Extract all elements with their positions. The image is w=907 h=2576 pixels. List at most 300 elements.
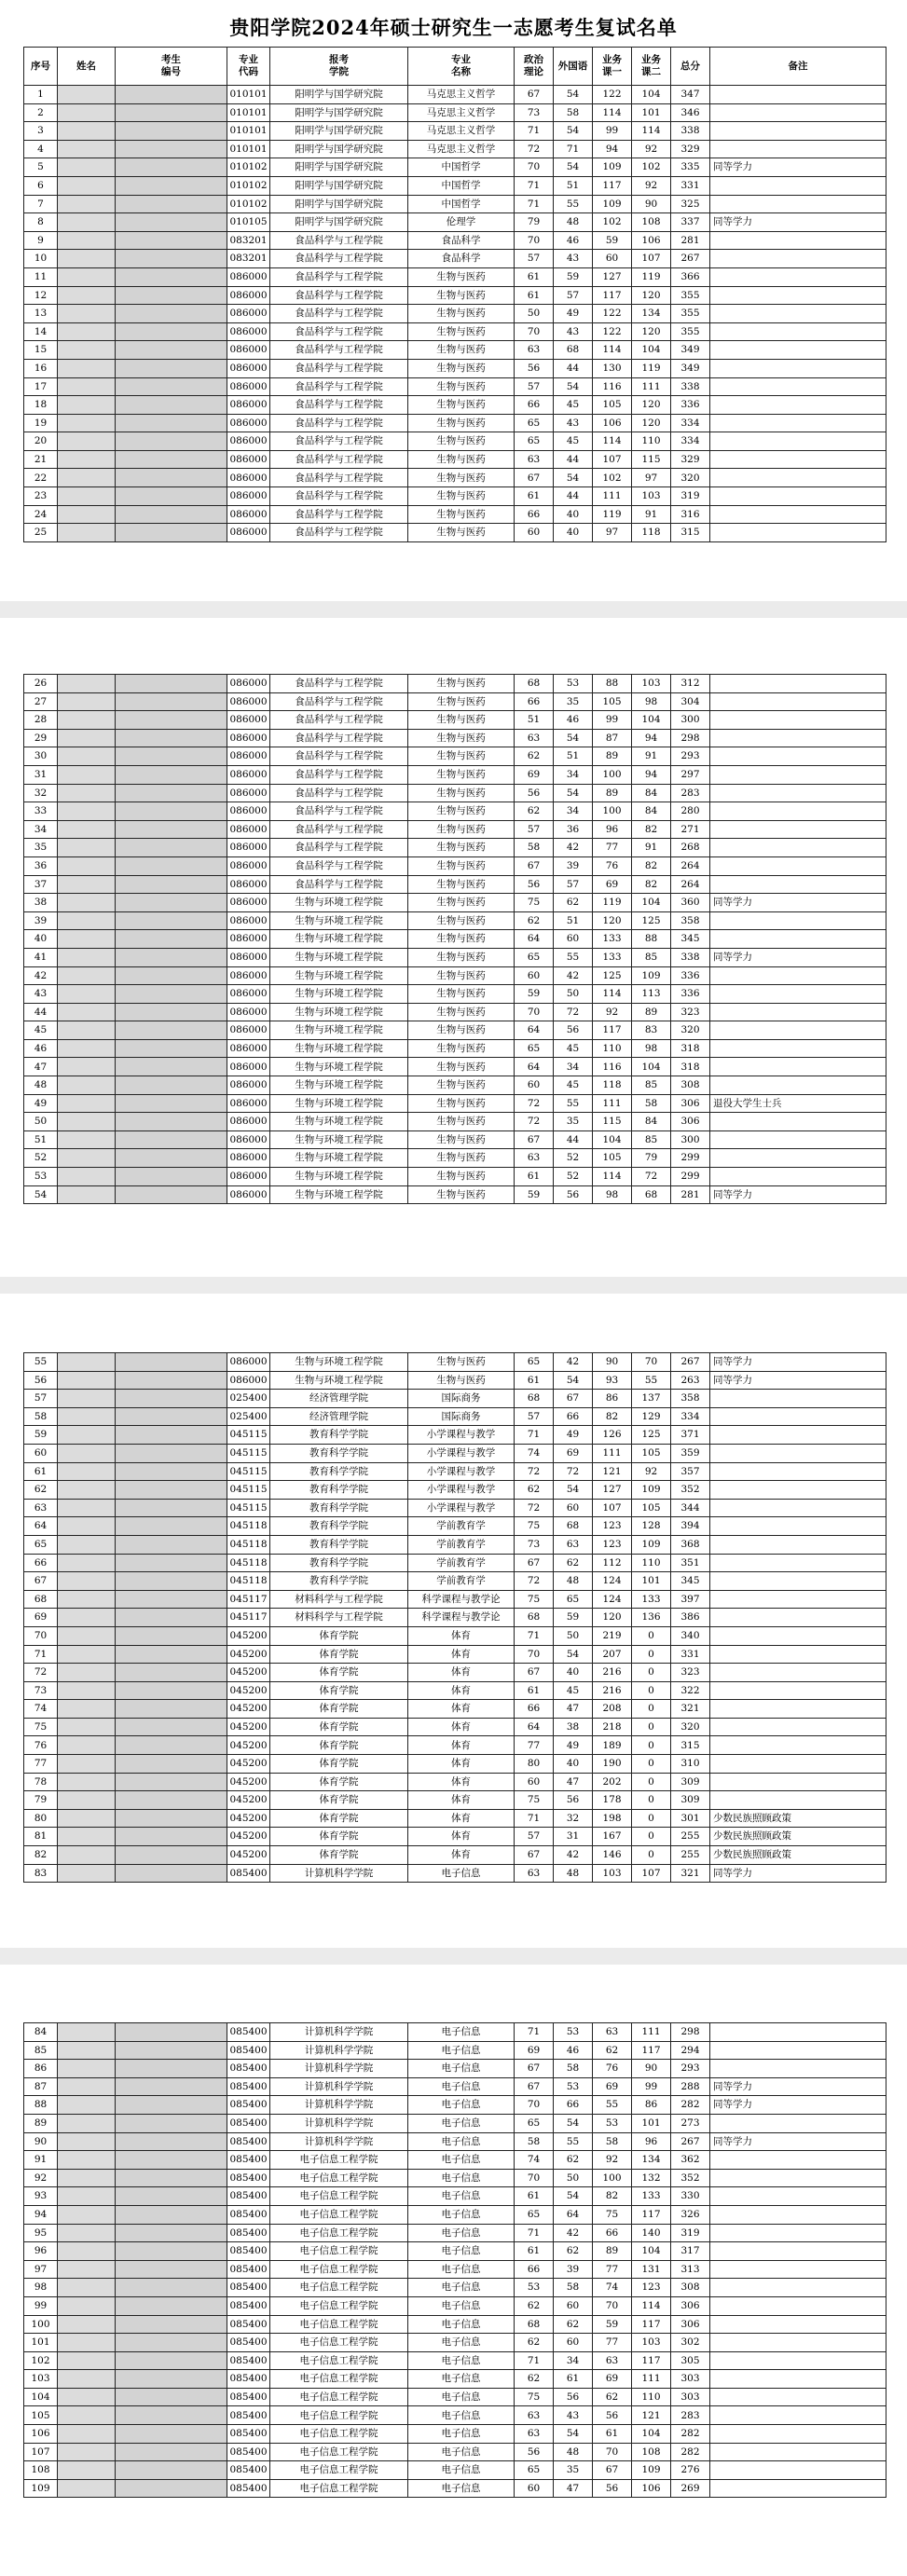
cell-name (58, 2388, 116, 2406)
cell-name (58, 231, 116, 250)
cell-index: 50 (24, 1113, 58, 1131)
cell-remark (710, 1390, 886, 1408)
cell-candidate-id (116, 2187, 227, 2206)
cell-total: 299 (671, 1149, 710, 1168)
cell-college: 生物与环境工程学院 (270, 1021, 408, 1040)
cell-candidate-id (116, 692, 227, 711)
cell-politics: 66 (515, 505, 554, 524)
table-row (24, 985, 886, 1004)
cell-major: 生物与医药 (408, 692, 515, 711)
cell-remark (710, 2060, 886, 2078)
cell-college: 食品科学与工程学院 (270, 414, 408, 432)
cell-foreign-language: 72 (554, 1003, 593, 1021)
cell-major: 电子信息 (408, 2096, 515, 2115)
cell-total: 299 (671, 1168, 710, 1186)
table-row (24, 1572, 886, 1591)
cell-politics: 72 (515, 1113, 554, 1131)
cell-foreign-language: 43 (554, 250, 593, 268)
cell-college: 电子信息工程学院 (270, 2351, 408, 2370)
cell-subject-1: 130 (593, 359, 632, 377)
cell-total: 340 (671, 1626, 710, 1645)
cell-subject-1: 67 (593, 2461, 632, 2480)
cell-total: 397 (671, 1590, 710, 1609)
cell-index: 30 (24, 747, 58, 766)
cell-politics: 57 (515, 1407, 554, 1426)
cell-major: 中国哲学 (408, 158, 515, 177)
cell-subject-1: 59 (593, 2315, 632, 2334)
table-row (24, 2425, 886, 2444)
table-row (24, 711, 886, 730)
cell-foreign-language: 68 (554, 1517, 593, 1536)
cell-major-code: 085400 (227, 2334, 270, 2352)
cell-total: 268 (671, 839, 710, 857)
cell-college: 食品科学与工程学院 (270, 359, 408, 377)
table-row (24, 2077, 886, 2096)
cell-total: 309 (671, 1773, 710, 1791)
cell-college: 材料科学与工程学院 (270, 1609, 408, 1627)
cell-major-code: 025400 (227, 1390, 270, 1408)
cell-foreign-language: 63 (554, 1535, 593, 1554)
cell-subject-1: 116 (593, 377, 632, 396)
cell-major-code: 045200 (227, 1626, 270, 1645)
page-title: 贵阳学院2024年硕士研究生一志愿考生复试名单 (229, 16, 678, 39)
cell-index: 76 (24, 1736, 58, 1755)
table-row (24, 1700, 886, 1719)
cell-politics: 68 (515, 1390, 554, 1408)
cell-politics: 70 (515, 2169, 554, 2187)
cell-foreign-language: 31 (554, 1828, 593, 1846)
cell-foreign-language: 40 (554, 1755, 593, 1774)
cell-candidate-id (116, 2296, 227, 2315)
cell-major-code: 045200 (227, 1645, 270, 1664)
cell-candidate-id (116, 1664, 227, 1682)
cell-candidate-id (116, 1426, 227, 1445)
cell-subject-1: 70 (593, 2296, 632, 2315)
cell-total: 325 (671, 195, 710, 213)
cell-subject-1: 90 (593, 1353, 632, 1372)
cell-remark (710, 487, 886, 506)
page-break (0, 1277, 907, 1294)
cell-college: 生物与环境工程学院 (270, 911, 408, 930)
cell-index: 69 (24, 1609, 58, 1627)
cell-major: 科学课程与教学论 (408, 1590, 515, 1609)
cell-total: 302 (671, 2334, 710, 2352)
cell-major: 生物与医药 (408, 856, 515, 875)
cell-foreign-language: 62 (554, 2242, 593, 2261)
cell-college: 电子信息工程学院 (270, 2296, 408, 2315)
cell-remark (710, 765, 886, 784)
cell-candidate-id (116, 414, 227, 432)
cell-subject-1: 92 (593, 2151, 632, 2170)
cell-foreign-language: 56 (554, 2388, 593, 2406)
cell-candidate-id (116, 505, 227, 524)
cell-index: 77 (24, 1755, 58, 1774)
cell-politics: 64 (515, 1058, 554, 1076)
cell-candidate-id (116, 469, 227, 487)
cell-name (58, 213, 116, 232)
cell-major-code: 085400 (227, 2205, 270, 2224)
cell-subject-1: 115 (593, 1113, 632, 1131)
cell-total: 306 (671, 1113, 710, 1131)
cell-major-code: 086000 (227, 414, 270, 432)
cell-college: 食品科学与工程学院 (270, 487, 408, 506)
cell-subject-2: 113 (632, 985, 671, 1004)
cell-subject-1: 216 (593, 1664, 632, 1682)
cell-college: 计算机科学学院 (270, 2023, 408, 2042)
table-row (24, 1353, 886, 1372)
cell-politics: 65 (515, 414, 554, 432)
cell-remark (710, 1535, 886, 1554)
cell-foreign-language: 69 (554, 1444, 593, 1462)
cell-index: 42 (24, 966, 58, 985)
cell-major-code: 086000 (227, 784, 270, 802)
cell-subject-2: 106 (632, 231, 671, 250)
cell-index: 31 (24, 765, 58, 784)
cell-candidate-id (116, 802, 227, 821)
cell-total: 358 (671, 911, 710, 930)
cell-subject-1: 198 (593, 1809, 632, 1828)
cell-major: 生物与医药 (408, 839, 515, 857)
cell-total: 298 (671, 729, 710, 747)
table-row (24, 1481, 886, 1500)
cell-subject-1: 99 (593, 122, 632, 141)
cell-candidate-id (116, 1572, 227, 1591)
cell-politics: 79 (515, 213, 554, 232)
cell-index: 82 (24, 1846, 58, 1865)
cell-subject-2: 82 (632, 875, 671, 894)
cell-major: 体育 (408, 1681, 515, 1700)
cell-politics: 68 (515, 2315, 554, 2334)
table-row (24, 2187, 886, 2206)
cell-major-code: 086000 (227, 911, 270, 930)
cell-subject-2: 96 (632, 2132, 671, 2151)
cell-remark (710, 377, 886, 396)
cell-index: 17 (24, 377, 58, 396)
cell-name (58, 2425, 116, 2444)
cell-candidate-id (116, 1626, 227, 1645)
cell-politics: 72 (515, 1572, 554, 1591)
cell-foreign-language: 71 (554, 140, 593, 158)
cell-major: 学前教育学 (408, 1535, 515, 1554)
cell-foreign-language: 53 (554, 2077, 593, 2096)
cell-politics: 62 (515, 2334, 554, 2352)
cell-college: 生物与环境工程学院 (270, 1076, 408, 1095)
cell-major: 小学课程与教学 (408, 1499, 515, 1517)
cell-politics: 66 (515, 396, 554, 415)
cell-major: 学前教育学 (408, 1554, 515, 1572)
cell-foreign-language: 39 (554, 2260, 593, 2279)
table-row (24, 1058, 886, 1076)
cell-remark (710, 1664, 886, 1682)
cell-total: 366 (671, 267, 710, 286)
cell-foreign-language: 66 (554, 1407, 593, 1426)
cell-total: 300 (671, 711, 710, 730)
cell-total: 288 (671, 2077, 710, 2096)
cell-subject-1: 92 (593, 1003, 632, 1021)
cell-politics: 61 (515, 267, 554, 286)
cell-index: 60 (24, 1444, 58, 1462)
cell-index: 37 (24, 875, 58, 894)
cell-index: 59 (24, 1426, 58, 1445)
cell-index: 91 (24, 2151, 58, 2170)
cell-subject-2: 92 (632, 1462, 671, 1481)
cell-foreign-language: 35 (554, 692, 593, 711)
cell-index: 58 (24, 1407, 58, 1426)
cell-major: 生物与医药 (408, 1003, 515, 1021)
cell-remark: 同等学力 (710, 894, 886, 912)
cell-major: 电子信息 (408, 2114, 515, 2132)
cell-index: 7 (24, 195, 58, 213)
cell-college: 电子信息工程学院 (270, 2388, 408, 2406)
cell-major: 马克思主义哲学 (408, 86, 515, 104)
cell-college: 阳明学与国学研究院 (270, 122, 408, 141)
cell-major-code: 010101 (227, 122, 270, 141)
cell-major-code: 045200 (227, 1791, 270, 1810)
cell-total: 312 (671, 675, 710, 693)
cell-major: 电子信息 (408, 1864, 515, 1883)
cell-subject-1: 89 (593, 2242, 632, 2261)
cell-remark (710, 675, 886, 693)
cell-total: 320 (671, 1718, 710, 1736)
cell-subject-2: 90 (632, 2060, 671, 2078)
cell-politics: 75 (515, 1590, 554, 1609)
cell-major-code: 086000 (227, 692, 270, 711)
cell-index: 4 (24, 140, 58, 158)
cell-index: 70 (24, 1626, 58, 1645)
cell-total: 321 (671, 1864, 710, 1883)
cell-name (58, 1076, 116, 1095)
cell-major-code: 085400 (227, 2132, 270, 2151)
cell-remark (710, 1590, 886, 1609)
cell-total: 329 (671, 450, 710, 469)
cell-remark: 同等学力 (710, 213, 886, 232)
cell-name (58, 1168, 116, 1186)
cell-remark (710, 2242, 886, 2261)
cell-candidate-id (116, 1185, 227, 1204)
cell-major: 体育 (408, 1718, 515, 1736)
cell-subject-1: 122 (593, 322, 632, 341)
cell-name (58, 1113, 116, 1131)
cell-subject-1: 120 (593, 911, 632, 930)
cell-total: 267 (671, 250, 710, 268)
cell-candidate-id (116, 2315, 227, 2334)
cell-college: 电子信息工程学院 (270, 2260, 408, 2279)
table-row (24, 2205, 886, 2224)
cell-index: 25 (24, 524, 58, 542)
cell-college: 教育科学学院 (270, 1517, 408, 1536)
cell-college: 食品科学与工程学院 (270, 875, 408, 894)
cell-index: 75 (24, 1718, 58, 1736)
cell-major-code: 086000 (227, 966, 270, 985)
cell-index: 106 (24, 2425, 58, 2444)
cell-subject-2: 104 (632, 2425, 671, 2444)
cell-major-code: 085400 (227, 2425, 270, 2444)
cell-college: 生物与环境工程学院 (270, 1168, 408, 1186)
cell-major: 体育 (408, 1828, 515, 1846)
cell-major: 体育 (408, 1773, 515, 1791)
cell-candidate-id (116, 894, 227, 912)
cell-politics: 70 (515, 1003, 554, 1021)
cell-major: 生物与医药 (408, 377, 515, 396)
table-row (24, 729, 886, 747)
cell-candidate-id (116, 1058, 227, 1076)
cell-name (58, 875, 116, 894)
cell-index: 11 (24, 267, 58, 286)
cell-candidate-id (116, 729, 227, 747)
cell-politics: 70 (515, 2096, 554, 2115)
cell-subject-2: 101 (632, 103, 671, 122)
cell-college: 食品科学与工程学院 (270, 524, 408, 542)
cell-index: 56 (24, 1371, 58, 1390)
cell-major-code: 085400 (227, 2151, 270, 2170)
cell-major-code: 086000 (227, 930, 270, 949)
cell-major-code: 086000 (227, 1168, 270, 1186)
cell-index: 9 (24, 231, 58, 250)
cell-major: 电子信息 (408, 2351, 515, 2370)
cell-candidate-id (116, 2224, 227, 2242)
cell-major: 生物与医药 (408, 747, 515, 766)
cell-major: 生物与医药 (408, 432, 515, 451)
cell-politics: 62 (515, 2296, 554, 2315)
cell-subject-2: 109 (632, 2461, 671, 2480)
cell-name (58, 140, 116, 158)
table-row (24, 2370, 886, 2389)
cell-college: 材料科学与工程学院 (270, 1590, 408, 1609)
cell-remark (710, 86, 886, 104)
cell-candidate-id (116, 450, 227, 469)
cell-college: 食品科学与工程学院 (270, 802, 408, 821)
table-row (24, 1736, 886, 1755)
table-row (24, 2388, 886, 2406)
table-row (24, 894, 886, 912)
cell-major-code: 086000 (227, 1021, 270, 1040)
cell-name (58, 2461, 116, 2480)
cell-total: 346 (671, 103, 710, 122)
cell-foreign-language: 51 (554, 176, 593, 195)
cell-major: 生物与医药 (408, 359, 515, 377)
table-row (24, 911, 886, 930)
cell-politics: 66 (515, 1700, 554, 1719)
cell-politics: 62 (515, 747, 554, 766)
cell-subject-2: 119 (632, 267, 671, 286)
cell-candidate-id (116, 1535, 227, 1554)
cell-subject-2: 137 (632, 1390, 671, 1408)
cell-total: 320 (671, 469, 710, 487)
table-row (24, 784, 886, 802)
cell-foreign-language: 60 (554, 1499, 593, 1517)
cell-foreign-language: 49 (554, 1736, 593, 1755)
cell-total: 308 (671, 1076, 710, 1095)
cell-politics: 68 (515, 675, 554, 693)
table-row (24, 2461, 886, 2480)
cell-major: 电子信息 (408, 2205, 515, 2224)
column-header: 外国语 (554, 48, 593, 86)
cell-remark (710, 2114, 886, 2132)
cell-college: 食品科学与工程学院 (270, 820, 408, 839)
cell-candidate-id (116, 1755, 227, 1774)
cell-remark: 少数民族照顾政策 (710, 1809, 886, 1828)
cell-politics: 63 (515, 1149, 554, 1168)
cell-index: 93 (24, 2187, 58, 2206)
cell-name (58, 158, 116, 177)
cell-remark: 同等学力 (710, 158, 886, 177)
cell-major-code: 086000 (227, 729, 270, 747)
cell-subject-2: 103 (632, 675, 671, 693)
cell-politics: 67 (515, 856, 554, 875)
cell-major-code: 086000 (227, 1003, 270, 1021)
table-row (24, 747, 886, 766)
cell-major-code: 085400 (227, 2296, 270, 2315)
cell-candidate-id (116, 1554, 227, 1572)
cell-subject-1: 106 (593, 414, 632, 432)
cell-politics: 50 (515, 305, 554, 323)
cell-major: 马克思主义哲学 (408, 122, 515, 141)
cell-subject-1: 75 (593, 2205, 632, 2224)
cell-index: 8 (24, 213, 58, 232)
cell-politics: 68 (515, 1609, 554, 1627)
table-row (24, 213, 886, 232)
table-row (24, 1039, 886, 1058)
cell-subject-1: 109 (593, 158, 632, 177)
cell-candidate-id (116, 86, 227, 104)
cell-total: 349 (671, 341, 710, 360)
cell-subject-1: 167 (593, 1828, 632, 1846)
cell-index: 41 (24, 948, 58, 966)
cell-index: 71 (24, 1645, 58, 1664)
cell-name (58, 1149, 116, 1168)
cell-college: 电子信息工程学院 (270, 2242, 408, 2261)
cell-candidate-id (116, 711, 227, 730)
cell-name (58, 2242, 116, 2261)
cell-foreign-language: 67 (554, 1390, 593, 1408)
cell-politics: 61 (515, 286, 554, 305)
cell-subject-1: 146 (593, 1846, 632, 1865)
cell-name (58, 86, 116, 104)
cell-candidate-id (116, 2479, 227, 2498)
cell-college: 食品科学与工程学院 (270, 711, 408, 730)
table-row (24, 875, 886, 894)
cell-index: 101 (24, 2334, 58, 2352)
cell-subject-2: 79 (632, 1149, 671, 1168)
cell-remark: 同等学力 (710, 1353, 886, 1372)
cell-major: 国际商务 (408, 1390, 515, 1408)
cell-remark (710, 1499, 886, 1517)
cell-major: 电子信息 (408, 2296, 515, 2315)
cell-subject-1: 76 (593, 2060, 632, 2078)
cell-candidate-id (116, 1590, 227, 1609)
cell-remark (710, 1572, 886, 1591)
cell-major-code: 086000 (227, 377, 270, 396)
cell-subject-2: 111 (632, 377, 671, 396)
cell-name (58, 1444, 116, 1462)
cell-remark (710, 2315, 886, 2334)
cell-total: 280 (671, 802, 710, 821)
table-row (24, 2315, 886, 2334)
cell-remark (710, 1481, 886, 1500)
cell-foreign-language: 61 (554, 2370, 593, 2389)
cell-foreign-language: 57 (554, 875, 593, 894)
cell-foreign-language: 46 (554, 231, 593, 250)
cell-name (58, 305, 116, 323)
cell-name (58, 524, 116, 542)
cell-candidate-id (116, 985, 227, 1004)
cell-subject-2: 94 (632, 765, 671, 784)
cell-index: 15 (24, 341, 58, 360)
cell-total: 329 (671, 140, 710, 158)
cell-index: 21 (24, 450, 58, 469)
cell-major: 生物与医药 (408, 487, 515, 506)
cell-candidate-id (116, 2060, 227, 2078)
